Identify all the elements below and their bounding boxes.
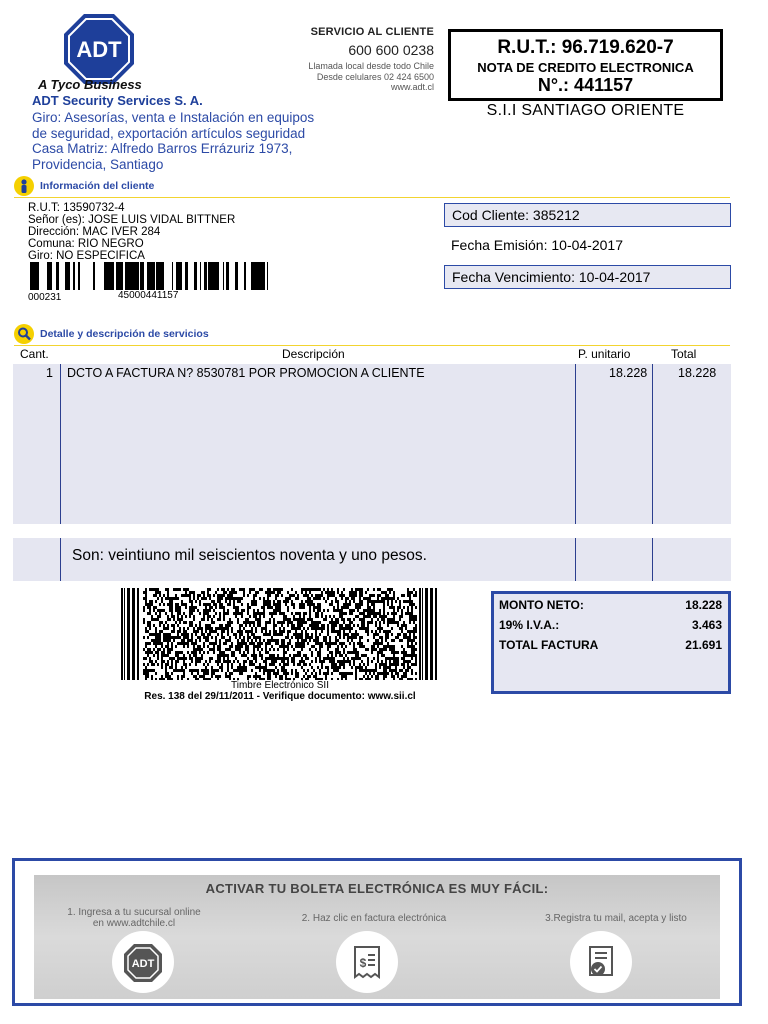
client-section-title: Información del cliente — [40, 180, 155, 192]
banner-inner — [34, 875, 720, 999]
total-label: TOTAL FACTURA — [499, 638, 599, 652]
logo-text: ADT — [76, 37, 122, 62]
barcode-left-number: 000231 — [28, 292, 62, 303]
client-barcode — [28, 262, 268, 290]
client-name: Señor (es): JOSE LUIS VIDAL BITTNER — [28, 214, 236, 226]
service-phone: 600 600 0238 — [348, 42, 434, 58]
service-web: www.adt.cl — [390, 82, 434, 92]
customer-service — [294, 26, 434, 93]
col-divider — [575, 364, 576, 524]
detail-section-header — [14, 323, 730, 346]
col-header-unit: P. unitario — [578, 347, 631, 361]
svg-text:$: $ — [359, 956, 367, 970]
row-cant: 1 — [46, 366, 53, 380]
invoice-icon — [336, 931, 398, 993]
giro-line: de seguridad, exportación artículos seguridad — [32, 125, 306, 141]
client-giro: Giro: NO ESPECIFICA — [28, 250, 145, 262]
banner-step-1 — [44, 907, 224, 929]
stamp-resolution: Res. 138 del 29/11/2011 - Verifique documento: www.sii.cl — [144, 691, 416, 702]
cod-cliente-box: Cod Cliente: 385212 — [444, 203, 731, 227]
col-header-total: Total — [671, 347, 697, 361]
total-value: 21.691 — [685, 638, 722, 652]
electronic-stamp-pdf417 — [121, 588, 439, 680]
col-divider — [575, 538, 576, 581]
document-number: N°.: 441157 — [537, 75, 634, 95]
iva-label: 19% I.V.A.: — [499, 618, 560, 632]
adt-circle-icon — [112, 931, 174, 993]
banner-step-2: 2. Haz clic en factura electrónica — [301, 913, 447, 924]
col-divider — [60, 364, 61, 524]
service-note: Llamada local desde todo Chile — [308, 61, 434, 71]
detail-table — [13, 364, 731, 524]
iva-value: 3.463 — [691, 618, 722, 632]
client-comuna: Comuna: RIO NEGRO — [28, 238, 144, 250]
neto-value: 18.228 — [685, 598, 722, 612]
giro-line: Providencia, Santiago — [32, 156, 164, 172]
total-row-factura — [499, 638, 722, 652]
stamp-caption: Timbre Electrónico SII — [231, 680, 329, 691]
detail-section-title: Detalle y descripción de servicios — [40, 328, 209, 340]
total-row-iva — [499, 618, 722, 632]
service-note-mobile: Desde celulares 02 424 6500 — [316, 71, 434, 82]
total-row-neto — [499, 598, 722, 612]
client-address: Dirección: MAC IVER 284 — [28, 226, 161, 238]
step1-icon-text: ADT — [131, 958, 155, 970]
totals-box — [491, 591, 731, 694]
banner-title: ACTIVAR TU BOLETA ELECTRÓNICA ES MUY FÁCIL: — [205, 881, 549, 896]
row-desc: DCTO A FACTURA N? 8530781 POR PROMOCION A CLIENTE — [67, 366, 425, 380]
neto-label: MONTO NETO: — [499, 598, 584, 612]
giro-line: Casa Matriz: Alfredo Barros Errázuriz 1973, — [32, 141, 293, 156]
issuer-rut: R.U.T.: 96.719.620-7 — [497, 37, 674, 58]
e-invoice-banner — [12, 858, 742, 1006]
col-header-desc: Descripción — [282, 347, 345, 361]
document-type: NOTA DE CREDITO ELECTRONICA — [477, 60, 694, 75]
amount-in-words: Son: veintiuno mil seiscientos noventa y uno pesos. — [72, 547, 427, 564]
col-divider — [60, 538, 61, 581]
document-id-box — [448, 29, 723, 101]
adt-logo — [62, 12, 136, 86]
client-info — [28, 202, 235, 262]
register-document-icon — [570, 931, 632, 993]
col-divider — [652, 538, 653, 581]
client-rut: R.U.T: 13590732-4 — [28, 202, 125, 214]
giro-line: Giro: Asesorías, venta e Instalación en equipos — [32, 110, 315, 125]
fecha-emision: Fecha Emisión: 10-04-2017 — [451, 237, 623, 253]
company-name: ADT Security Services S. A. — [32, 93, 203, 108]
service-title: SERVICIO AL CLIENTE — [310, 26, 434, 38]
col-divider — [652, 364, 653, 524]
step1-line-b: en www.adtchile.cl — [92, 918, 176, 929]
barcode-right-number: 45000441157 — [118, 290, 179, 301]
sii-office: S.I.I SANTIAGO ORIENTE — [486, 102, 685, 119]
step1-line-a: 1. Ingresa a tu sucursal online — [67, 907, 201, 918]
person-icon — [14, 176, 34, 196]
col-header-cant: Cant. — [20, 347, 49, 361]
magnifier-icon — [14, 324, 34, 344]
banner-step-3: 3.Registra tu mail, acepta y listo — [545, 913, 687, 924]
company-giro — [32, 110, 352, 172]
row-total: 18.228 — [678, 366, 717, 380]
fecha-vencimiento-box: Fecha Vencimiento: 10-04-2017 — [444, 265, 731, 289]
client-section-header — [14, 175, 730, 198]
tagline: A Tyco Business — [38, 77, 142, 92]
row-unit: 18.228 — [609, 366, 648, 380]
